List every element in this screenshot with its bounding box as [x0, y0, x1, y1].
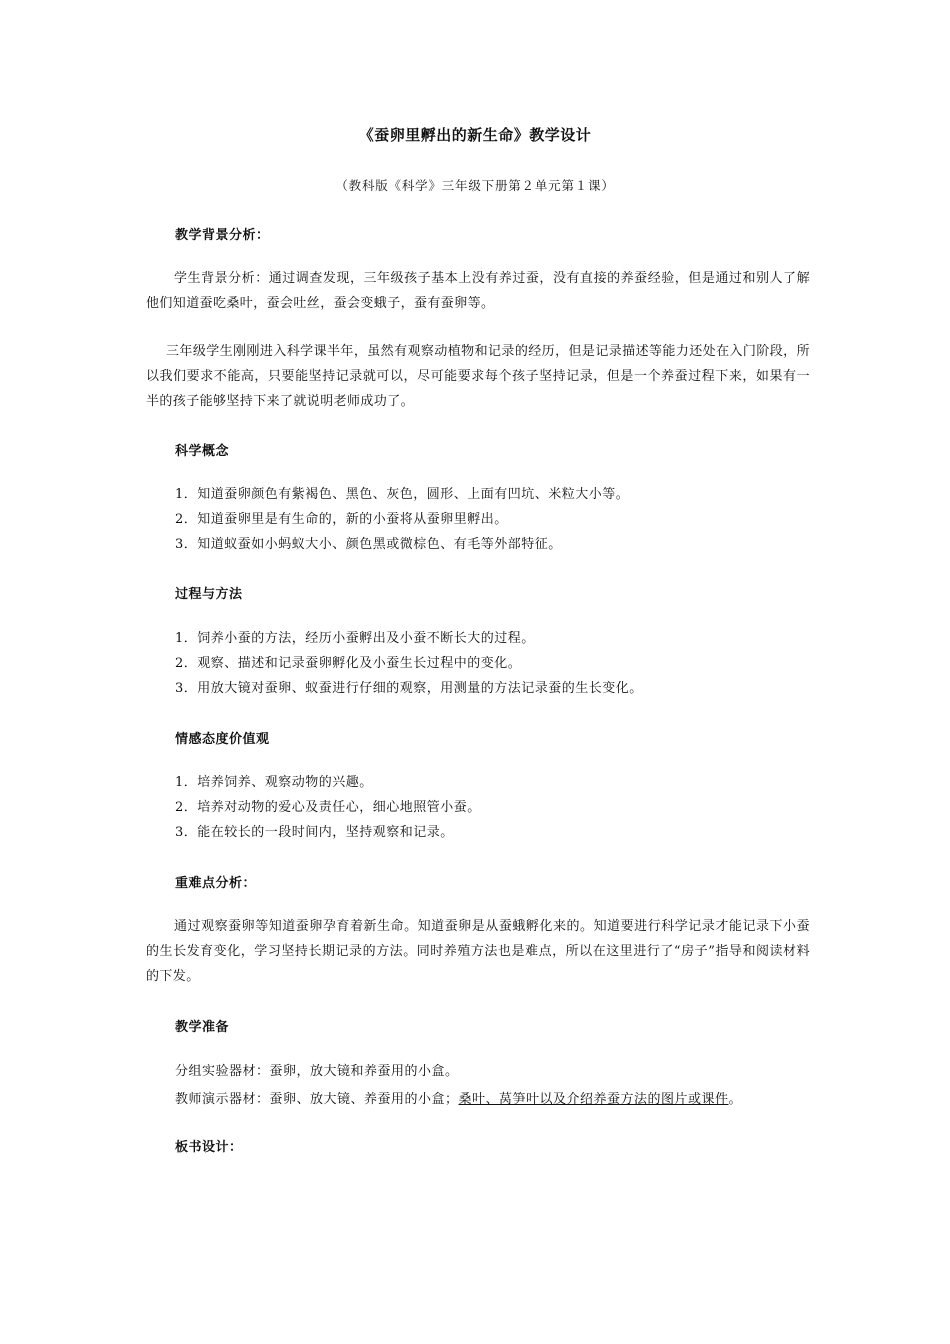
list-item: 1．知道蚕卵颜色有紫褐色、黑色、灰色，圆形、上面有凹坑、米粒大小等。 — [175, 487, 630, 502]
list-process — [175, 626, 815, 701]
heading-preparation: 教学准备 — [175, 1020, 230, 1035]
document-subtitle: （教科版《科学》三年级下册第２单元第１课） — [335, 178, 615, 193]
document-title: 《蚕卵里孵出的新生命》教学设计 — [358, 126, 592, 144]
list-item: 2．观察、描述和记录蚕卵孵化及小蚕生长过程中的变化。 — [175, 656, 522, 671]
heading-values: 情感态度价值观 — [175, 732, 270, 747]
group-materials: 分组实验器材：蚕卵，放大镜和养蚕用的小盒。 — [175, 1064, 459, 1079]
heading-difficulty: 重难点分析： — [175, 876, 257, 891]
paragraph-difficulty: 通过观察蚕卵等知道蚕卵孕育着新生命。知道蚕卵是从蚕蛾孵化来的。知道要进行科学记录才能记录下小蚕的生长发育变化，学习坚持长期记录的方法。同时养殖方法也是难点，所以在这里进行了“房子”指导和阅读材料的下发。 — [146, 919, 810, 984]
heading-process: 过程与方法 — [175, 587, 243, 602]
list-item: 3．能在较长的一段时间内，坚持观察和记录。 — [175, 825, 454, 840]
paragraph-student-background: 学生背景分析：通过调查发现，三年级孩子基本上没有养过蚕，没有直接的养蚕经验，但是通过和别人了解他们知道蚕吃桑叶，蚕会吐丝，蚕会变蛾子，蚕有蚕卵等。 — [146, 271, 810, 311]
teacher-materials-suffix: 。 — [728, 1092, 743, 1107]
list-item: 3．用放大镜对蚕卵、蚁蚕进行仔细的观察，用测量的方法记录蚕的生长变化。 — [175, 681, 643, 696]
list-values — [175, 770, 815, 845]
list-item: 1．培养饲养、观察动物的兴趣。 — [175, 775, 373, 790]
heading-concepts: 科学概念 — [175, 444, 230, 459]
teacher-materials-prefix: 教师演示器材：蚕卵、放大镜、养蚕用的小盒； — [175, 1092, 459, 1107]
list-item: 3．知道蚁蚕如小蚂蚁大小、颜色黑或微棕色、有毛等外部特征。 — [175, 537, 562, 552]
list-item: 2．知道蚕卵里是有生命的，新的小蚕将从蚕卵里孵出。 — [175, 512, 508, 527]
heading-background: 教学背景分析： — [175, 228, 270, 243]
heading-board-design: 板书设计： — [175, 1140, 243, 1155]
list-item: 2．培养对动物的爱心及责任心，细心地照管小蚕。 — [175, 800, 481, 815]
paragraph-student-ability: 三年级学生刚刚进入科学课半年，虽然有观察动植物和记录的经历，但是记录描述等能力还处在入门阶段，所以我们要求不能高，只要能坚持记录就可以，尽可能要求每个孩子坚持记录，但是一个养蚕过程下来，如果有一半的孩子能够坚持下来了就说明老师成功了。 — [146, 344, 810, 409]
list-concepts — [175, 482, 815, 557]
list-item: 1．饲养小蚕的方法，经历小蚕孵出及小蚕不断长大的过程。 — [175, 631, 535, 646]
teacher-materials — [175, 1088, 742, 1107]
teacher-materials-underlined: 桑叶、莴笋叶以及介绍养蚕方法的图片或课件 — [458, 1092, 729, 1107]
